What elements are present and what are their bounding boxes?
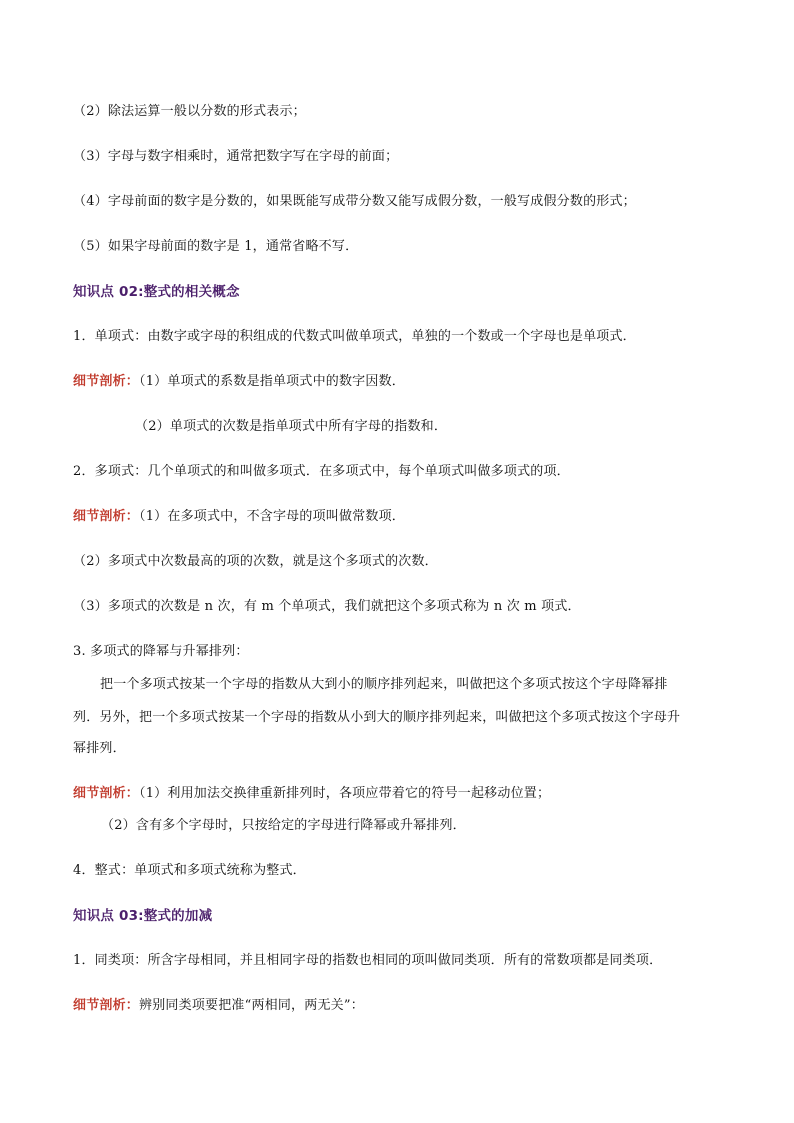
detail-tag: 细节剖析： bbox=[73, 998, 140, 1013]
text-line: 1．单项式：由数字或字母的积组成的代数式叫做单项式，单独的一个数或一个字母也是单项式． bbox=[73, 329, 636, 344]
text-line: （4）字母前面的数字是分数的，如果既能写成带分数又能写成假分数，一般写成假分数的形式； bbox=[73, 194, 636, 209]
text-line: 2．多项式：几个单项式的和叫做多项式．在多项式中，每个单项式叫做多项式的项． bbox=[73, 464, 570, 479]
text-line: 列．另外，把一个多项式按某一个字母的指数从小到大的顺序排列起来，叫做把这个多项式按这个字母升 bbox=[73, 710, 681, 725]
text-line: 1．同类项：所含字母相同，并且相同字母的指数也相同的项叫做同类项．所有的常数项都是同类项． bbox=[73, 953, 663, 968]
text-line: （3）字母与数字相乘时，通常把数字写在字母的前面； bbox=[73, 149, 399, 164]
section-heading: 知识点 02:整式的相关概念 bbox=[73, 284, 240, 300]
detail-tag: 细节剖析： bbox=[73, 509, 140, 524]
text-line: （2）除法运算一般以分数的形式表示； bbox=[73, 104, 306, 119]
section-heading: 知识点 03:整式的加减 bbox=[73, 908, 213, 924]
detail-text: 辨别同类项要把准“两相同，两无关”： bbox=[139, 998, 364, 1013]
text-line: 4．整式：单项式和多项式统称为整式． bbox=[73, 863, 306, 878]
text-line: 把一个多项式按某一个字母的指数从大到小的顺序排列起来，叫做把这个多项式按这个字母降幂排 bbox=[100, 677, 668, 692]
detail-text: （1）单项式的系数是指单项式中的数字因数． bbox=[139, 374, 405, 389]
detail-text: （1）在多项式中，不含字母的项叫做常数项． bbox=[139, 509, 405, 524]
detail-line bbox=[73, 508, 405, 526]
detail-tag: 细节剖析： bbox=[73, 374, 140, 389]
text-line: 幂排列． bbox=[73, 741, 126, 756]
detail-line bbox=[73, 785, 550, 803]
detail-text: （1）利用加法交换律重新排列时，各项应带着它的符号一起移动位置； bbox=[139, 786, 551, 801]
text-line: 3. 多项式的降幂与升幂排列： bbox=[73, 644, 249, 659]
text-line: （2）多项式中次数最高的项的次数，就是这个多项式的次数． bbox=[73, 554, 438, 569]
text-line: （2）单项式的次数是指单项式中所有字母的指数和． bbox=[135, 419, 448, 434]
detail-line bbox=[73, 997, 364, 1015]
text-line: （3）多项式的次数是 n 次，有 m 个单项式，我们就把这个多项式称为 n 次 m 项式． bbox=[73, 599, 581, 614]
text-line: （2）含有多个字母时，只按给定的字母进行降幂或升幂排列． bbox=[101, 818, 466, 833]
detail-line bbox=[73, 373, 405, 391]
detail-tag: 细节剖析： bbox=[73, 786, 140, 801]
text-line: （5）如果字母前面的数字是 1，通常省略不写． bbox=[73, 239, 359, 254]
